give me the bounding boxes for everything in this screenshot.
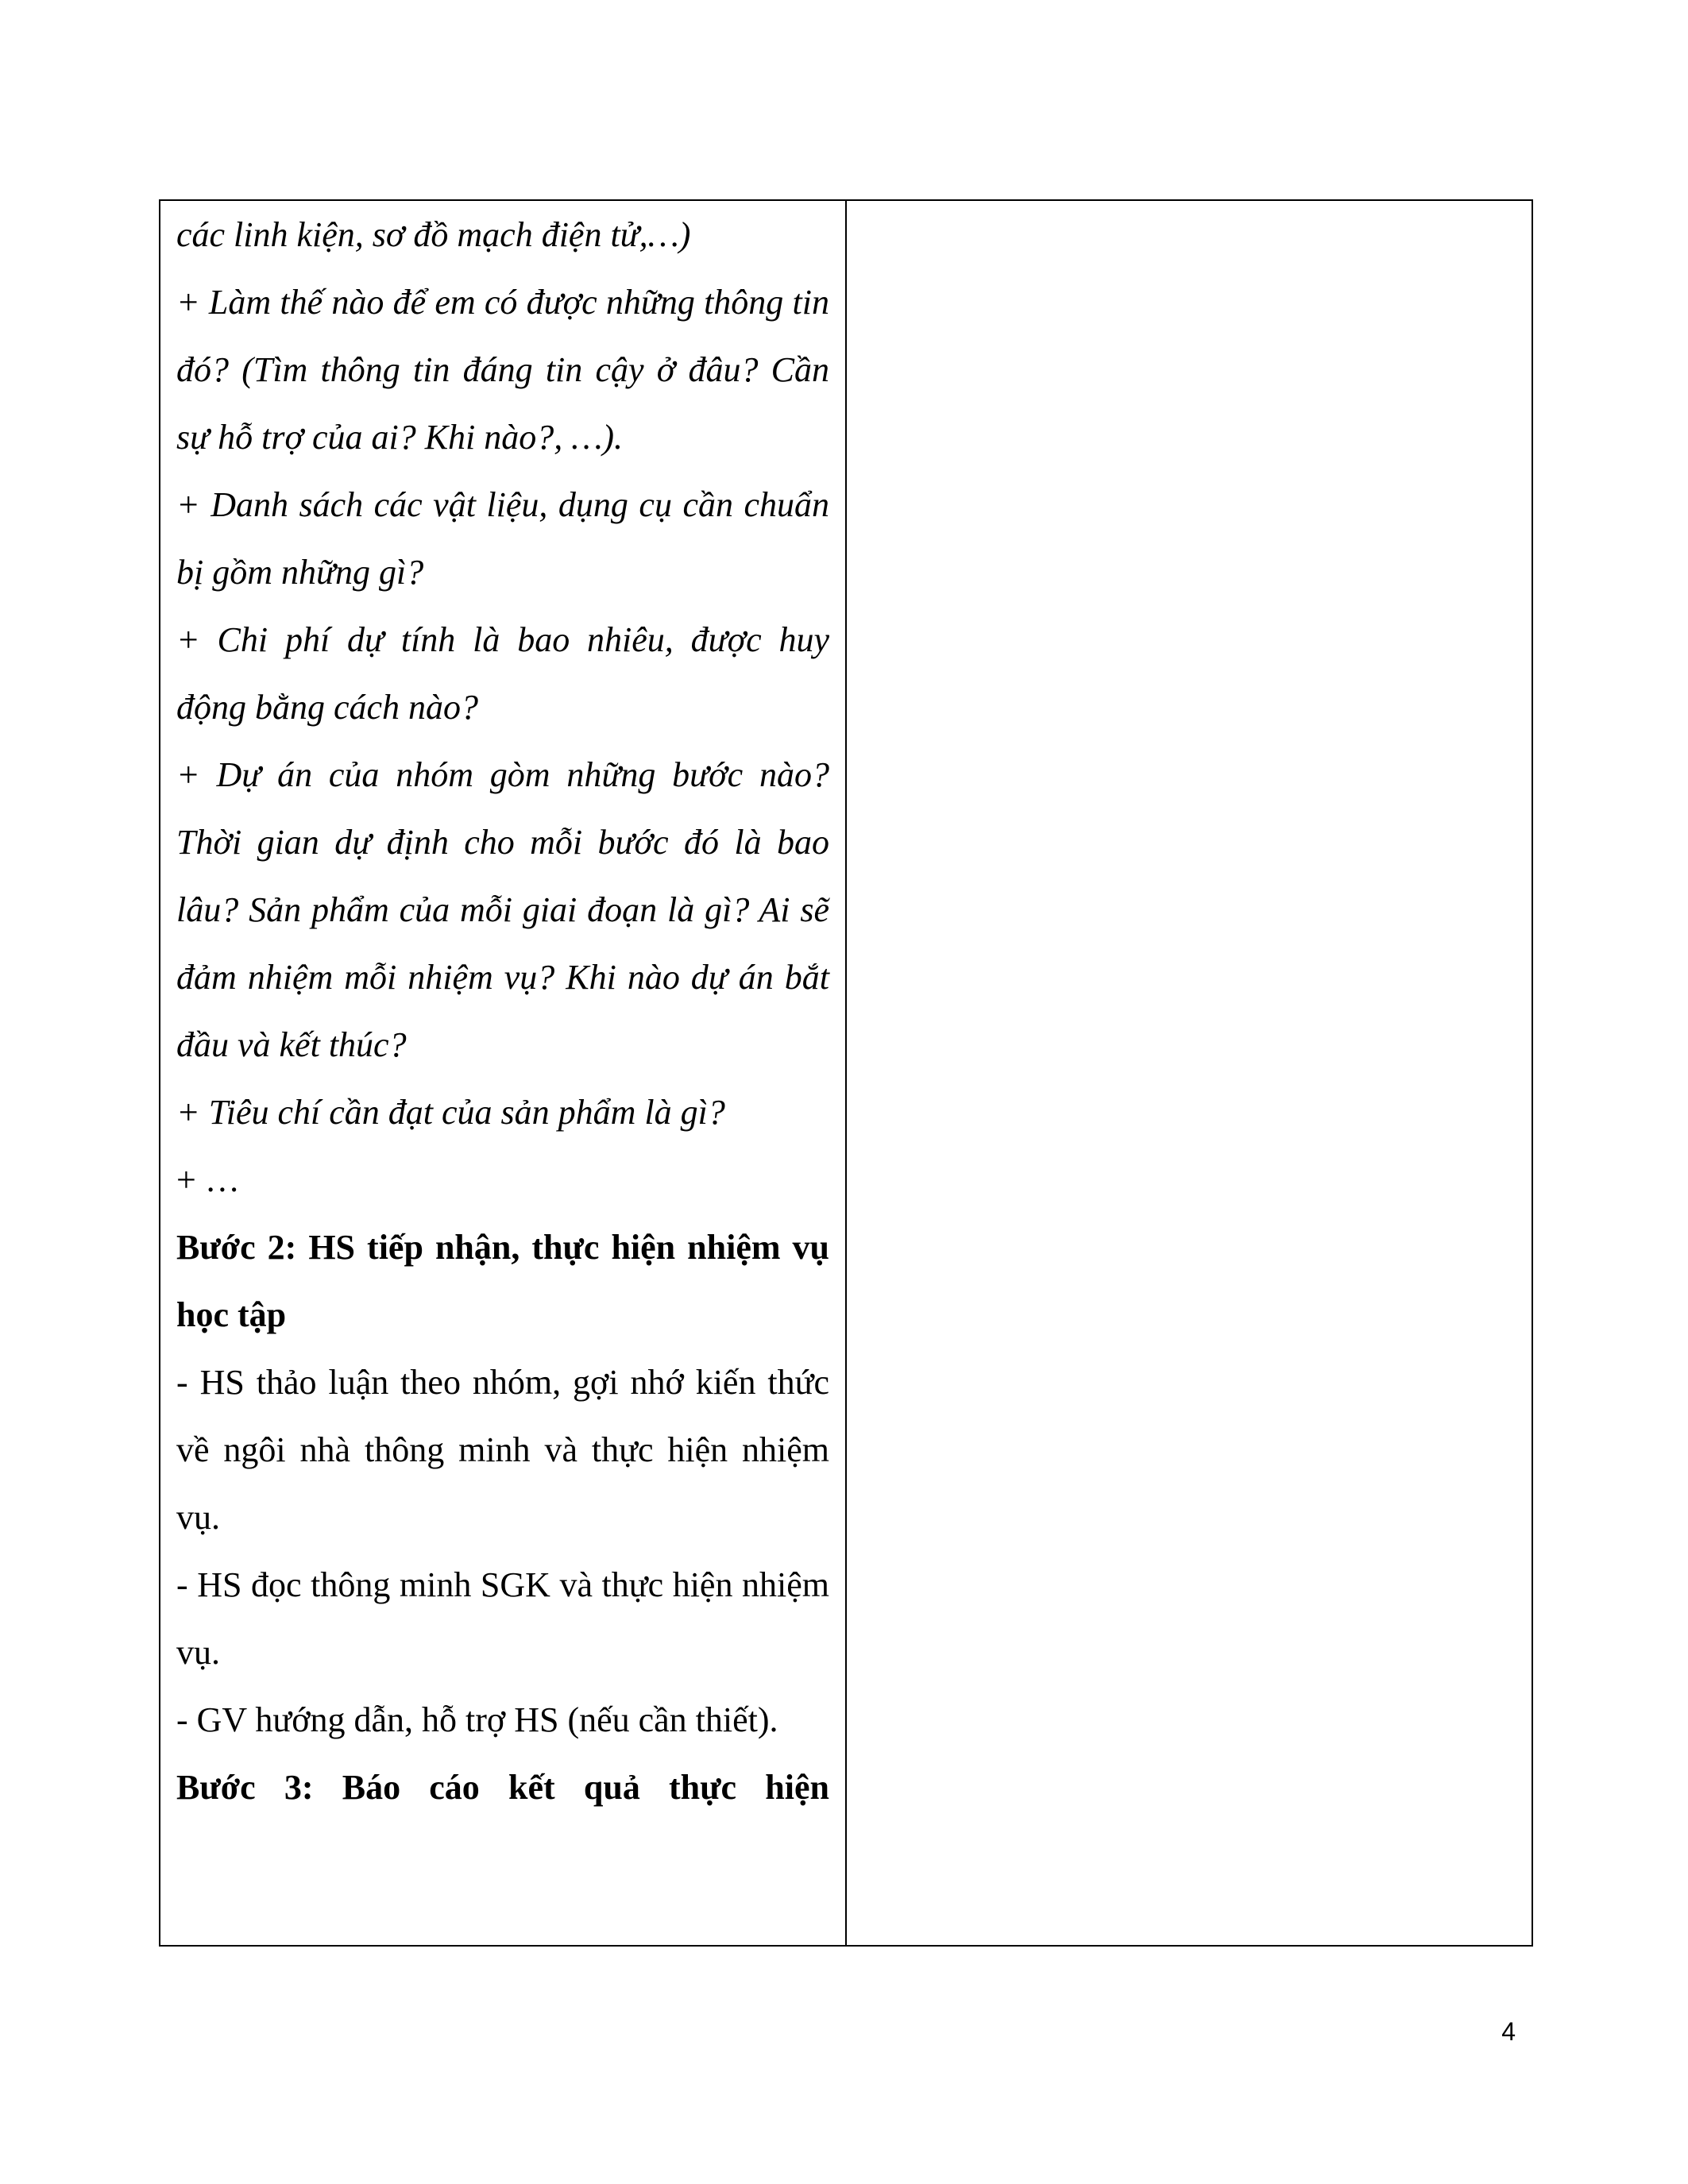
left-cell [160, 200, 846, 1946]
paragraph-criteria-question: + Tiêu chí cần đạt của sản phẩm là gì? [176, 1093, 725, 1132]
content-table [159, 199, 1533, 1947]
table-row [160, 200, 1532, 1946]
heading-step-2: Bước 2: HS tiếp nhận, thực hiện nhiệm vụ học tập [176, 1228, 829, 1334]
paragraph-read-textbook: - HS đọc thông minh SGK và thực hiện nhiệm vụ. [176, 1565, 829, 1672]
paragraph-info-question: + Làm thế nào để em có được những thông tin đó? (Tìm thông tin đáng tin cậy ở đâu? Cần sự hỗ trợ của ai? Khi nào?, …). [176, 283, 829, 457]
paragraph-continuation: các linh kiện, sơ đồ mạch điện tử,…) [176, 215, 691, 254]
paragraph-ellipsis: + … [176, 1160, 240, 1199]
paragraph-group-discussion: - HS thảo luận theo nhóm, gợi nhớ kiến thức về ngôi nhà thông minh và thực hiện nhiệm vụ. [176, 1363, 829, 1537]
heading-step-3: Bước 3: Báo cáo kết quả thực hiện [176, 1768, 829, 1807]
page-number: 4 [1501, 2017, 1516, 2046]
paragraph-materials-question: + Danh sách các vật liệu, dụng cụ cần chuẩn bị gồm những gì? [176, 485, 829, 592]
paragraph-cost-question: + Chi phí dự tính là bao nhiêu, được huy động bằng cách nào? [176, 620, 829, 727]
right-cell [846, 200, 1532, 1946]
paragraph-steps-question: + Dự án của nhóm gòm những bước nào? Thời gian dự định cho mỗi bước đó là bao lâu? Sản phẩm của mỗi giai đoạn là gì? Ai sẽ đảm nhiệm mỗi nhiệm vụ? Khi nào dự án bắt đầu và kết thúc? [176, 755, 829, 1064]
left-cell-content [160, 201, 845, 1945]
paragraph-teacher-support: - GV hướng dẫn, hỗ trợ HS (nếu cần thiết). [176, 1700, 778, 1739]
